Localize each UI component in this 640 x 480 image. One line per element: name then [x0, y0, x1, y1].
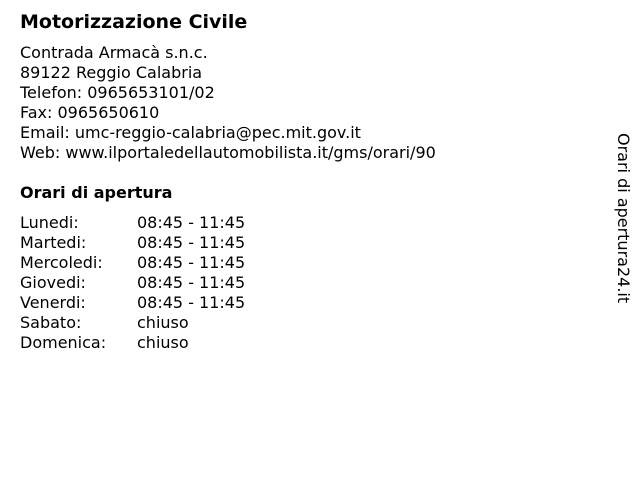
day-label: Mercoledi: — [20, 253, 103, 272]
day-hours: 08:45 - 11:45 — [137, 293, 246, 312]
hours-row-saturday — [20, 313, 245, 333]
hours-row-tuesday — [20, 233, 245, 253]
fax-line: Fax: 0965650610 — [20, 103, 160, 122]
hours-heading: Orari di apertura — [20, 183, 173, 202]
day-label: Venerdi: — [20, 293, 86, 312]
day-label: Lunedi: — [20, 213, 79, 232]
day-label: Giovedi: — [20, 273, 86, 292]
side-brand — [613, 133, 633, 311]
day-hours: 08:45 - 11:45 — [137, 233, 246, 252]
hours-row-friday — [20, 293, 245, 313]
day-hours: chiuso — [137, 333, 189, 352]
side-brand-text: Orari di apertura24.it — [614, 133, 633, 304]
day-label: Martedi: — [20, 233, 87, 252]
day-hours: 08:45 - 11:45 — [137, 253, 246, 272]
day-label: Sabato: — [20, 313, 82, 332]
address-city: 89122 Reggio Calabria — [20, 63, 203, 82]
email-line[interactable]: Email: umc-reggio-calabria@pec.mit.gov.it — [20, 123, 361, 142]
phone-line: Telefon: 0965653101/02 — [20, 83, 215, 102]
address-street: Contrada Armacà s.n.c. — [20, 43, 208, 62]
day-hours: 08:45 - 11:45 — [137, 213, 246, 232]
hours-row-monday — [20, 213, 245, 233]
hours-row-wednesday — [20, 253, 245, 273]
hours-row-sunday — [20, 333, 245, 353]
day-hours: chiuso — [137, 313, 189, 332]
contact-block — [20, 43, 436, 163]
hours-table — [20, 213, 245, 353]
day-hours: 08:45 - 11:45 — [137, 273, 246, 292]
hours-row-thursday — [20, 273, 245, 293]
web-line[interactable]: Web: www.ilportaledellautomobilista.it/gms/orari/90 — [20, 143, 436, 162]
page-title: Motorizzazione Civile — [20, 11, 248, 33]
day-label: Domenica: — [20, 333, 107, 352]
